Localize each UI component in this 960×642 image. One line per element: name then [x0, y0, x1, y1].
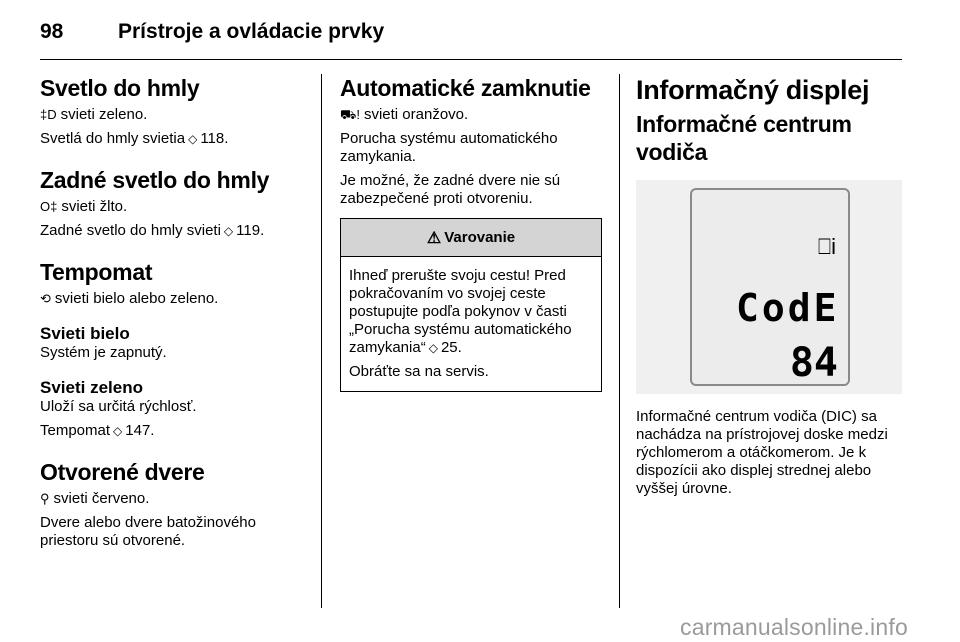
subsection-title: Svieti bielo [40, 324, 130, 343]
dic-number-text: 84 [789, 340, 838, 386]
status-line: ⟲ svieti bielo alebo zeleno. [40, 290, 219, 307]
section-fog-light [40, 74, 312, 148]
section-title: Tempomat [40, 259, 153, 285]
cross-reference-icon: ◇ [223, 224, 234, 238]
subsection-title: Svieti zeleno [40, 378, 143, 397]
body-text: Informačné centrum vodiča (DIC) sa nachádza na prístrojovej doske medzi rýchlomerom a otáčkomerom. Je k dispozícii ako displej strednej alebo vyššej úrovne. [636, 408, 888, 497]
car-lock-icon: ⛟! [340, 107, 360, 122]
front-fog-lamp-icon: ‡D [40, 107, 57, 122]
status-line: ⛟! svieti oranžovo. [340, 106, 469, 123]
watermark: carmanualsonline.info [680, 614, 908, 640]
body-text: Tempomat ◇ 147. [40, 422, 155, 439]
section-title: Zadné svetlo do hmly [40, 167, 270, 193]
page-number: 98 [40, 20, 64, 43]
body-text: Je možné, že zadné dvere nie sú zabezpečené proti otvoreniu. [340, 172, 561, 207]
subsection-white [40, 324, 312, 362]
dic-figure [636, 180, 902, 394]
dic-display [690, 188, 850, 386]
section-title: Otvorené dvere [40, 459, 205, 485]
chapter-title: Prístroje a ovládacie prvky [118, 20, 385, 43]
door-open-icon: ⚲ [40, 491, 50, 506]
status-line: O‡ svieti žlto. [40, 198, 128, 215]
column-2 [340, 74, 602, 392]
warning-triangle-icon: ⚠ [426, 229, 442, 247]
page-reference[interactable]: 25. [440, 339, 462, 356]
cross-reference-icon: ◇ [428, 341, 438, 355]
warning-box [340, 218, 602, 392]
status-line: ‡D svieti zeleno. [40, 106, 148, 123]
manual-book-icon: ⎕i [817, 234, 836, 259]
warning-text: Ihneď prerušte svoju cestu! Pred pokračovaním vo svojej ceste postupujte podľa pokynov v časti „Porucha systému automatického zamykania“ ◇ 25. [349, 267, 572, 356]
section-title: Svetlo do hmly [40, 75, 200, 101]
warning-text: Obráťte sa na servis. [349, 363, 489, 380]
dic-code-text: CodE [736, 286, 840, 330]
column-1 [40, 74, 312, 556]
body-text: Dvere alebo dvere batožinového priestoru sú otvorené. [40, 514, 256, 549]
page-header [40, 18, 902, 60]
section-title: Informačný displej [636, 75, 870, 105]
body-text: Zadné svetlo do hmly svieti ◇ 119. [40, 222, 265, 239]
section-title: Automatické zamknutie [340, 75, 591, 101]
rear-fog-lamp-icon: O‡ [40, 199, 58, 214]
page-reference[interactable]: 119. [236, 222, 265, 239]
subsection-title: Informačné centrum vodiča [636, 111, 852, 165]
column-3 [636, 74, 902, 504]
section-cruise-control [40, 258, 312, 440]
subsection-green [40, 378, 312, 416]
section-door-open [40, 458, 312, 550]
section-rear-fog-light [40, 166, 312, 240]
body-text: Porucha systému automatického zamykania. [340, 130, 558, 165]
cruise-control-icon: ⟲ [40, 291, 51, 306]
cross-reference-icon: ◇ [113, 424, 123, 438]
warning-title: Varovanie [444, 229, 516, 246]
body-text: Svetlá do hmly svietia ◇ 118. [40, 130, 229, 147]
page-reference[interactable]: 118. [200, 130, 229, 147]
body-text: Uloží sa určitá rýchlosť. [40, 398, 197, 415]
body-text: Systém je zapnutý. [40, 344, 167, 361]
column-divider [321, 74, 322, 608]
cross-reference-icon: ◇ [188, 132, 198, 146]
warning-header [341, 219, 601, 257]
column-divider [619, 74, 620, 608]
page-reference[interactable]: 147. [125, 422, 155, 439]
warning-body [341, 257, 601, 391]
status-line: ⚲ svieti červeno. [40, 490, 150, 507]
